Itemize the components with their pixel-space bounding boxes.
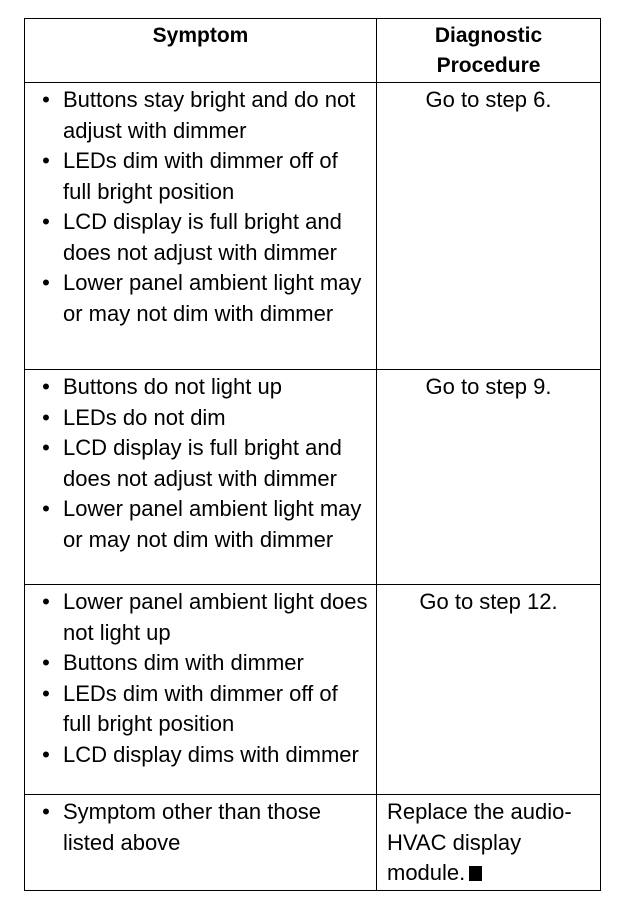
list-item: • LCD display dims with dimmer bbox=[42, 741, 359, 767]
list-item: • LCD display is full bright and does not adjust with dimmer bbox=[42, 209, 342, 265]
table-row bbox=[25, 370, 601, 585]
list-item: • Lower panel ambient light may or may not dim with dimmer bbox=[42, 496, 362, 552]
list-item: • LEDs dim with dimmer off of full bright position bbox=[42, 148, 338, 204]
symptom-cell bbox=[25, 83, 377, 370]
symptom-list bbox=[25, 795, 376, 858]
procedure-line: module. bbox=[387, 860, 466, 885]
procedure-header bbox=[377, 19, 601, 83]
list-item: • LEDs dim with dimmer off of full bright position bbox=[42, 680, 338, 736]
symptom-list bbox=[25, 585, 376, 770]
procedure-line: Replace the audio- bbox=[387, 799, 572, 824]
list-item: • Lower panel ambient light does not light up bbox=[42, 589, 368, 645]
procedure-cell: Go to step 6. bbox=[377, 83, 601, 370]
procedure-header-line2: Procedure bbox=[436, 54, 541, 77]
end-mark-icon bbox=[469, 866, 482, 881]
list-item: • Buttons stay bright and do not adjust with dimmer bbox=[42, 87, 356, 143]
list-item: • LCD display is full bright and does not adjust with dimmer bbox=[42, 435, 342, 491]
symptom-list bbox=[25, 83, 376, 329]
procedure-header-line1: Diagnostic bbox=[434, 24, 543, 47]
list-item: • Symptom other than those listed above bbox=[42, 799, 322, 855]
procedure-cell: Go to step 12. bbox=[377, 585, 601, 795]
table-row bbox=[25, 585, 601, 795]
symptom-list bbox=[25, 370, 376, 555]
symptom-cell bbox=[25, 370, 377, 585]
procedure-cell bbox=[377, 795, 601, 891]
list-item: • Buttons do not light up bbox=[42, 374, 282, 399]
table-row bbox=[25, 83, 601, 370]
table-header-row bbox=[25, 19, 601, 83]
symptom-cell bbox=[25, 795, 377, 891]
procedure-line: HVAC display bbox=[387, 829, 522, 855]
list-item: • Lower panel ambient light may or may not dim with dimmer bbox=[42, 270, 362, 326]
diagnostic-table bbox=[24, 18, 601, 891]
symptom-header: Symptom bbox=[25, 19, 377, 83]
symptom-cell bbox=[25, 585, 377, 795]
table-row bbox=[25, 795, 601, 891]
list-item: • LEDs do not dim bbox=[42, 404, 226, 430]
procedure-cell: Go to step 9. bbox=[377, 370, 601, 585]
list-item: • Buttons dim with dimmer bbox=[42, 650, 304, 675]
